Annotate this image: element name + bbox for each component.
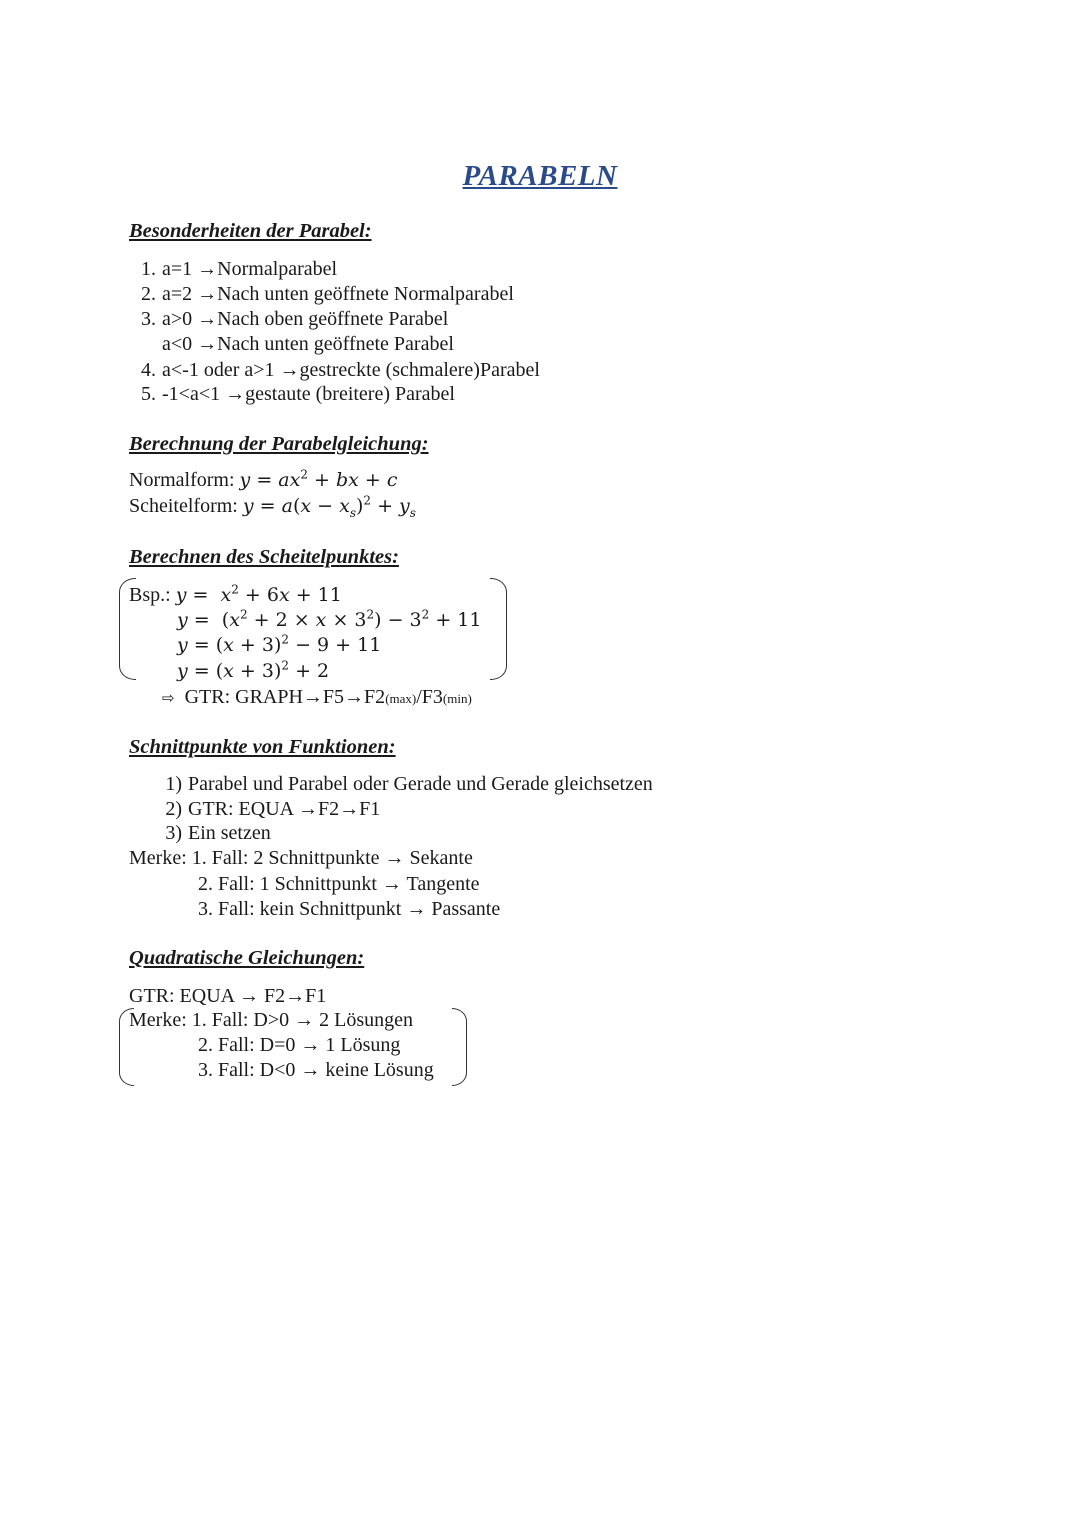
outline-arrow-icon: ⇨: [162, 689, 175, 707]
section-heading-quadratische: Quadratische Gleichungen:: [129, 947, 365, 969]
section-heading-schnittpunkte: Schnittpunkte von Funktionen:: [129, 736, 396, 758]
list-item: 3) Ein setzen: [165, 822, 271, 844]
merke-line: 2. Fall: 1 Schnittpunkt → Tangente: [198, 873, 480, 895]
merke-line: 3. Fall: D<0 → keine Lösung: [198, 1059, 434, 1081]
scheitel-form-label: Scheitelform:: [129, 495, 238, 517]
list-item: 2) GTR: EQUA →F2→F1: [165, 798, 381, 820]
gtr-line: GTR: EQUA → F2→F1: [129, 985, 327, 1007]
list-item: 4. a<-1 oder a>1 →gestreckte (schmalere)Parabel: [141, 359, 540, 381]
normal-form-formula: $y = ax^2$ + bx + c: [239, 467, 398, 491]
list-item: 5. -1<a<1 →gestaute (breitere) Parabel: [141, 383, 455, 405]
example-line-2: $y = (x^2 + 2 \times x \times 3^2) - 3^2 + 11$: [177, 607, 482, 631]
section-heading-scheitelpunkt: Berechnen des Scheitelpunktes:: [129, 546, 399, 568]
list-item: 1) Parabel und Parabel oder Gerade und Gerade gleichsetzen: [165, 773, 653, 795]
example-label: Bsp.:: [129, 584, 171, 606]
list-item: 1. a=1 →Normalparabel: [141, 258, 338, 280]
merke-line: 2. Fall: D=0 → 1 Lösung: [198, 1034, 401, 1056]
list-item: 2. a=2 →Nach unten geöffnete Normalparabel: [141, 283, 514, 305]
merke-line: Merke: 1. Fall: 2 Schnittpunkte → Sekante: [129, 847, 473, 869]
gtr-line: ⇨ GTR: GRAPH→F5→F2(max)/F3(min): [162, 686, 472, 708]
merke-line: Merke: 1. Fall: D>0 → 2 Lösungen: [129, 1009, 414, 1031]
list-item: 3. a>0 →Nach oben geöffnete Parabel: [141, 308, 449, 330]
example-line-4: $y = (x + 3)^2 + 2$: [177, 658, 330, 682]
section-heading-besonderheiten: Besonderheiten der Parabel:: [129, 220, 372, 242]
scheitel-form-formula: $y = a(x - x_s)^2 + y_s$: [242, 493, 416, 520]
scheitel-form-line: [129, 494, 416, 518]
list-item: a<0 →Nach unten geöffnete Parabel: [162, 333, 454, 355]
bracket-right: [452, 1008, 467, 1086]
merke-line: 3. Fall: kein Schnittpunkt → Passante: [198, 898, 501, 920]
normal-form-label: Normalform:: [129, 469, 235, 491]
bracket-right: [490, 578, 507, 680]
page-title: PARABELN: [462, 160, 618, 192]
example-line-3: $y = (x + 3)^2 - 9 + 11$: [177, 632, 382, 656]
section-heading-parabelgleichung: Berechnung der Parabelgleichung:: [129, 433, 429, 455]
example-line-1: Bsp.: $y = x^2 + 6x + 11$: [129, 582, 342, 606]
normal-form-line: [129, 468, 398, 492]
